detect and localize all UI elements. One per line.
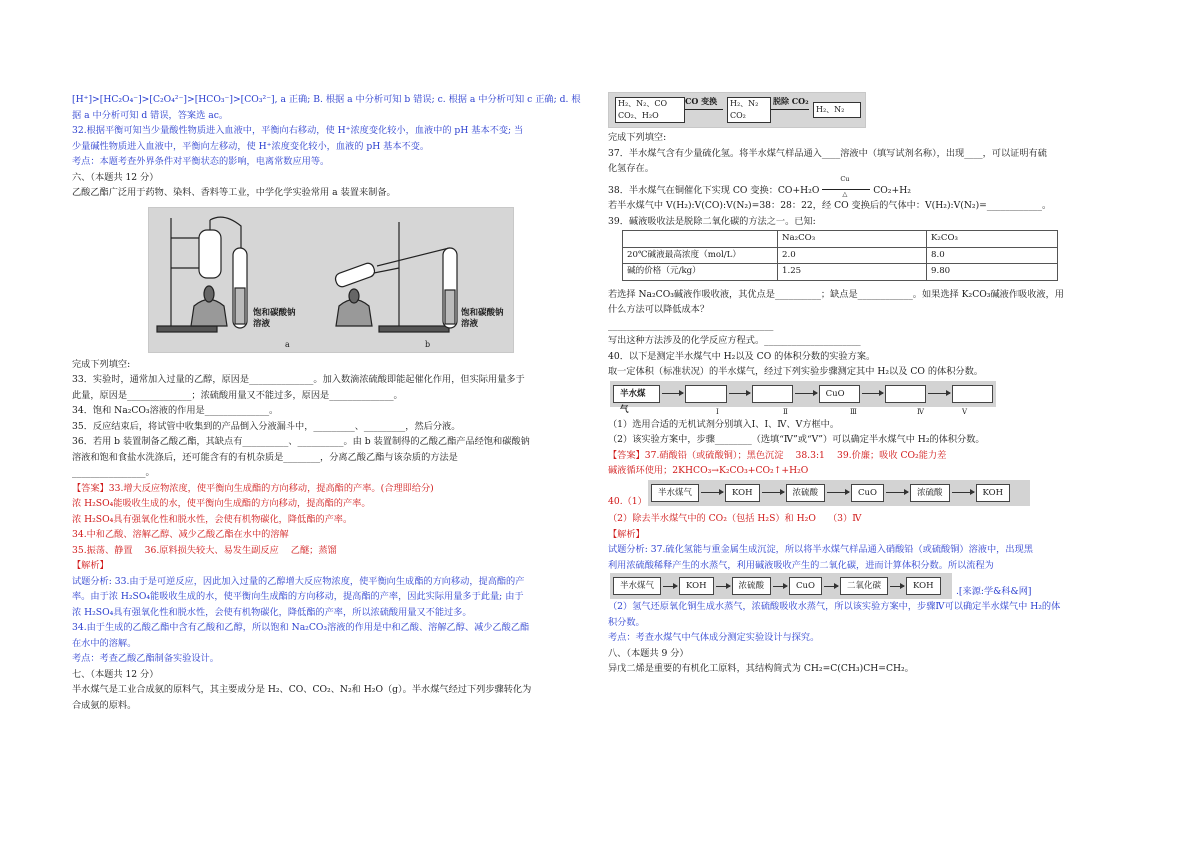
apparatus-drawing: [149, 208, 513, 352]
question-38-product: CO₂+H₂: [873, 184, 911, 196]
question-38-cont: 若半水煤气中 V(H₂):V(CO):V(N₂)=38：28：22，经 CO 变换后的气体中：V(H₂):V(N₂)=____________。: [608, 200, 1052, 211]
solution-label-b: 饱和碳酸钠溶液: [461, 307, 504, 329]
question-40-1: （1）选用合适的无机试剂分别填入Ⅰ、Ⅰ、Ⅳ、Ⅴ方框中。: [608, 418, 840, 430]
answer-line: 【答案】37.硝酸铅（或硫酸铜）；黑色沉淀 38.3:1 39.价廉；吸收 CO₂能力差: [608, 449, 947, 461]
question-33: 33．实验时，通常加入过量的乙醇，原因是______________。加入数滴浓硫酸即能起催化作用，但实际用量多于: [72, 374, 525, 385]
analysis-flow-row: [608, 573, 1134, 599]
flow-box: CuO: [851, 484, 884, 502]
analysis-line: 32.根据平衡可知当少量酸性物质进入血液中，平衡向右移动，使 H⁺浓度变化较小，血液中的 pH 基本不变; 当: [72, 125, 524, 136]
flow-box: [685, 385, 726, 403]
answer-40-label: 40.（1）: [608, 495, 647, 507]
table-header-row: [623, 231, 1058, 248]
catalyst-label: Cu: [840, 175, 850, 183]
question-37-cont: 化氢存在。: [608, 163, 654, 174]
flow-step-label: 脱除 CO₂: [773, 96, 809, 106]
table-cell: 1.25: [778, 264, 927, 281]
question-40-cont: 取一定体积（标准状况）的半水煤气，经过下列实验步骤测定其中 H₂以及 CO 的体积分数。: [608, 366, 983, 377]
flow-box-input: [615, 97, 685, 123]
reaction-arrow: [822, 175, 870, 198]
analysis-flow: [610, 573, 952, 599]
figure-label-a: a: [285, 339, 290, 349]
answer-line: 35.振荡、静置 36.原料损失较大、易发生副反应 乙醚；蒸馏: [72, 544, 337, 556]
question-33-cont: 此量，原因是______________；浓硫酸用量又不能过多，原因是______________。: [72, 389, 403, 401]
answer-line: 碱液循环使用；2KHCO₃→K₂CO₃+CO₂↑+H₂O: [608, 465, 809, 476]
analysis-heading: 【解析】: [608, 528, 645, 540]
left-column: [72, 92, 592, 713]
flow-start: 半水煤气: [613, 385, 660, 403]
flow-arrow: [795, 393, 816, 394]
analysis-line: （2）氢气还原氧化铜生成水蒸气，浓硫酸吸收水蒸气，所以该实验方案中，步骤Ⅳ可以确定半水煤气中 H₂的体: [608, 601, 1061, 612]
analysis-line: 率。由于浓 H₂SO₄能吸收生成的水，使平衡向生成酯的方向移动，提高酯的产率，因此实际用量多于此量; 由于: [72, 591, 524, 602]
answer-line: 【答案】33.增大反应物浓度，使平衡向生成酯的方向移动，提高酯的产率。(合理即给分): [72, 482, 434, 494]
analysis-line: 少量碱性物质进入血液中，平衡向左移动，使 H⁺浓度变化较小，血液的 pH 基本不变。: [72, 140, 430, 152]
question-36-cont2: ________________。: [72, 467, 155, 478]
flow-box: [952, 385, 993, 403]
topic-line: 考点：考查乙酸乙酯制备实验设计。: [72, 653, 219, 664]
table-cell: [623, 231, 778, 248]
analysis-line: 34.由于生成的乙酸乙酯中含有乙酸和乙醇，所以饱和 Na₂CO₃溶液的作用是中和乙酸、溶解乙醇、减少乙酸乙酯: [72, 622, 530, 633]
analysis-line: 试题分析: 33.由于是可逆反应，因此加入过量的乙醇增大反应物浓度，使平衡向生成酯的方向移动，提高酯的产: [72, 575, 525, 587]
analysis-line: 积分数。: [608, 616, 645, 628]
flow-text: H₂、N₂、CO: [618, 99, 668, 108]
question-40: 40．以下是测定半水煤气中 H₂以及 CO 的体积分数的实验方案。: [608, 350, 876, 362]
flow-box: KOH: [679, 577, 714, 595]
flow-text: H₂、N₂: [730, 99, 759, 108]
question-intro: 半水煤气是工业合成氨的原料气，其主要成分是 H₂、CO、CO₂、N₂和 H₂O（g）。半水煤气经过下列步骤转化为: [72, 684, 532, 695]
flow-arrow: [952, 492, 974, 493]
flow-arrow: [662, 393, 683, 394]
right-column: [608, 92, 1134, 677]
question-39: 39．碱液吸收法是脱除二氧化碳的方法之一。已知:: [608, 215, 816, 227]
question-39-cont: 若选择 Na₂CO₃碱液作吸收液，其优点是__________；缺点是____________。如果选择 K₂CO₃碱液作吸收液，用: [608, 288, 1064, 300]
flow-arrow: [716, 586, 730, 587]
flow-arrow: [701, 492, 723, 493]
roman-label: Ⅰ: [716, 407, 719, 416]
alkali-comparison-table: [622, 230, 1058, 281]
table-cell: 碱的价格（元/kg）: [623, 264, 778, 281]
flow-box: 浓硫酸: [910, 484, 950, 502]
solution-label-a: 饱和碳酸钠溶液: [253, 307, 296, 329]
answer-line: （2）除去半水煤气中的 CO₂（包括 H₂S）和 H₂O （3）Ⅳ: [608, 513, 862, 524]
conversion-flow-diagram: [608, 92, 866, 128]
roman-label: Ⅴ: [962, 407, 968, 416]
answer-blank: ____________________________________: [608, 319, 774, 331]
flow-arrow: [928, 393, 949, 394]
apparatus-figure: [148, 207, 514, 353]
question-38-text: 38．半水煤气在铜催化下实现 CO 变换：CO+H₂O: [608, 184, 820, 196]
question-37: 37．半水煤气含有少量硫化氢。将半水煤气样品通入____溶液中（填写试剂名称），出现____，可以证明有硫: [608, 147, 1047, 159]
flow-text: CO₂、H₂O: [618, 111, 659, 120]
flow-box-output: [813, 102, 861, 118]
section-heading: 七、（本题共 12 分）: [72, 668, 159, 680]
flow-start: 半水煤气: [613, 577, 661, 595]
analysis-heading: 【解析】: [72, 560, 109, 571]
flow-box: [752, 385, 793, 403]
roman-label: Ⅳ: [917, 407, 924, 416]
flow-arrow: [685, 109, 723, 110]
flow-box: CuO: [789, 577, 822, 595]
flow-arrow: [827, 492, 849, 493]
flow-text: CO₂: [730, 111, 746, 120]
flow-box: 浓硫酸: [786, 484, 826, 502]
flow-box: CuO: [819, 385, 860, 403]
flow-arrow: [824, 586, 838, 587]
flow-box: 二氧化碳: [840, 577, 888, 595]
question-36-cont: 溶液和饱和食盐水洗涤后，还可能含有的有机杂质是________，分离乙酸乙酯与该杂质的方法是: [72, 451, 458, 463]
section-heading: 六、（本题共 12 分）: [72, 171, 159, 183]
flow-box: KOH: [976, 484, 1011, 502]
flow-arrow: [729, 393, 750, 394]
flow-box: [885, 385, 926, 403]
flow-arrow: [886, 492, 908, 493]
question-38: [608, 175, 1134, 199]
flow-text: H₂、N₂: [816, 105, 845, 114]
question-36: 36．若用 b 装置制备乙酸乙酯，其缺点有__________、__________。由 b 装置制得的乙酸乙酯产品经饱和碳酸钠: [72, 436, 530, 447]
analysis-line: 试题分析: 37.硫化氢能与重金属生成沉淀，所以将半水煤气样品通入硝酸铅（或硫酸铜）溶液中，出现黑: [608, 544, 1033, 555]
table-row: [623, 264, 1058, 281]
flow-arrow: [773, 586, 787, 587]
analysis-line: 在水中的溶解。: [72, 637, 137, 649]
analysis-line: 据 a 中分析可知 d 错误，答案选 ac。: [72, 109, 229, 121]
table-cell: 2.0: [778, 247, 927, 264]
analysis-line: [H⁺]>[HC₂O₄⁻]>[C₂O₄²⁻]>[HCO₃⁻]>[CO₃²⁻], a 正确; B. 根据 a 中分析可知 b 错误; c. 根据 a 中分析可知 c 正确; d. 根: [72, 94, 581, 105]
question-intro: 异戊二烯是重要的有机化工原料，其结构简式为 CH₂=C(CH₃)CH=CH₂。: [608, 663, 914, 674]
answer-line: 浓 H₂SO₄具有强氧化性和脱水性，会使有机物碳化，降低酯的产率。: [72, 513, 353, 525]
flow-arrow: [762, 492, 784, 493]
question-40-2: （2）该实验方案中，步骤________（选填“Ⅳ”或“Ⅴ”）可以确定半水煤气中 H₂的体积分数。: [608, 434, 985, 445]
question-35: 35．反应结束后，将试管中收集到的产品倒入分液漏斗中，_________、_________，然后分液。: [72, 420, 461, 432]
topic-line: 考点：考查水煤气中气体成分测定实验设计与探究。: [608, 632, 820, 643]
flow-start: 半水煤气: [651, 484, 699, 502]
flow-arrow: [771, 109, 809, 110]
question-intro: 乙酸乙酯广泛用于药物、染料、香料等工业，中学化学实验常用 a 装置来制备。: [72, 187, 396, 198]
table-cell: 20℃碱液最高浓度（mol/L）: [623, 247, 778, 264]
analysis-line: 利用浓硫酸稀释产生的水蒸气，利用碱液吸收产生的二氧化碳，进而计算体积分数。所以流程为: [608, 559, 994, 571]
flow-box: KOH: [906, 577, 941, 595]
fill-prompt: 完成下列填空:: [72, 358, 131, 370]
section-heading: 八、（本题共 9 分）: [608, 647, 689, 659]
table-cell: Na₂CO₃: [778, 231, 927, 248]
flow-box: 浓硫酸: [732, 577, 772, 595]
flow-arrow: [862, 393, 883, 394]
table-row: [623, 247, 1058, 264]
fill-prompt: 完成下列填空:: [608, 132, 667, 143]
flow-step-label: CO 变换: [685, 96, 718, 106]
table-cell: 9.80: [927, 264, 1058, 281]
analysis-line: 浓 H₂SO₄具有强氧化性和脱水性，会使有机物碳化，降低酯的产率，所以浓硫酸用量又不能过多。: [72, 606, 472, 618]
roman-label: Ⅱ: [783, 407, 788, 416]
answer-line: 34.中和乙酸、溶解乙醇、减少乙酸乙酯在水中的溶解: [72, 529, 289, 540]
source-note: .[来源:学&科&网]: [956, 585, 1032, 597]
roman-label: Ⅲ: [850, 407, 857, 416]
flow-arrow: [663, 586, 677, 587]
heat-label: △: [842, 190, 848, 198]
question-39-cont: 什么方法可以降低成本？: [608, 304, 710, 315]
answer-line: 浓 H₂SO₄能吸收生成的水，使平衡向生成酯的方向移动，提高酯的产率。: [72, 498, 371, 509]
flow-arrow: [890, 586, 904, 587]
table-cell: K₂CO₃: [927, 231, 1058, 248]
figure-label-b: b: [425, 339, 431, 349]
flow-box: KOH: [725, 484, 760, 502]
flow-roman-labels: [610, 408, 990, 417]
question-intro-cont: 合成氨的原料。: [72, 699, 137, 711]
question-39-cont: 写出这种方法涉及的化学反应方程式。_____________________: [608, 335, 861, 346]
question-34: 34．饱和 Na₂CO₃溶液的作用是______________。: [72, 405, 279, 416]
topic-line: 考点：本题考查外界条件对平衡状态的影响，电离常数应用等。: [72, 156, 330, 167]
table-cell: 8.0: [927, 247, 1058, 264]
flow-box-middle: [727, 97, 771, 123]
